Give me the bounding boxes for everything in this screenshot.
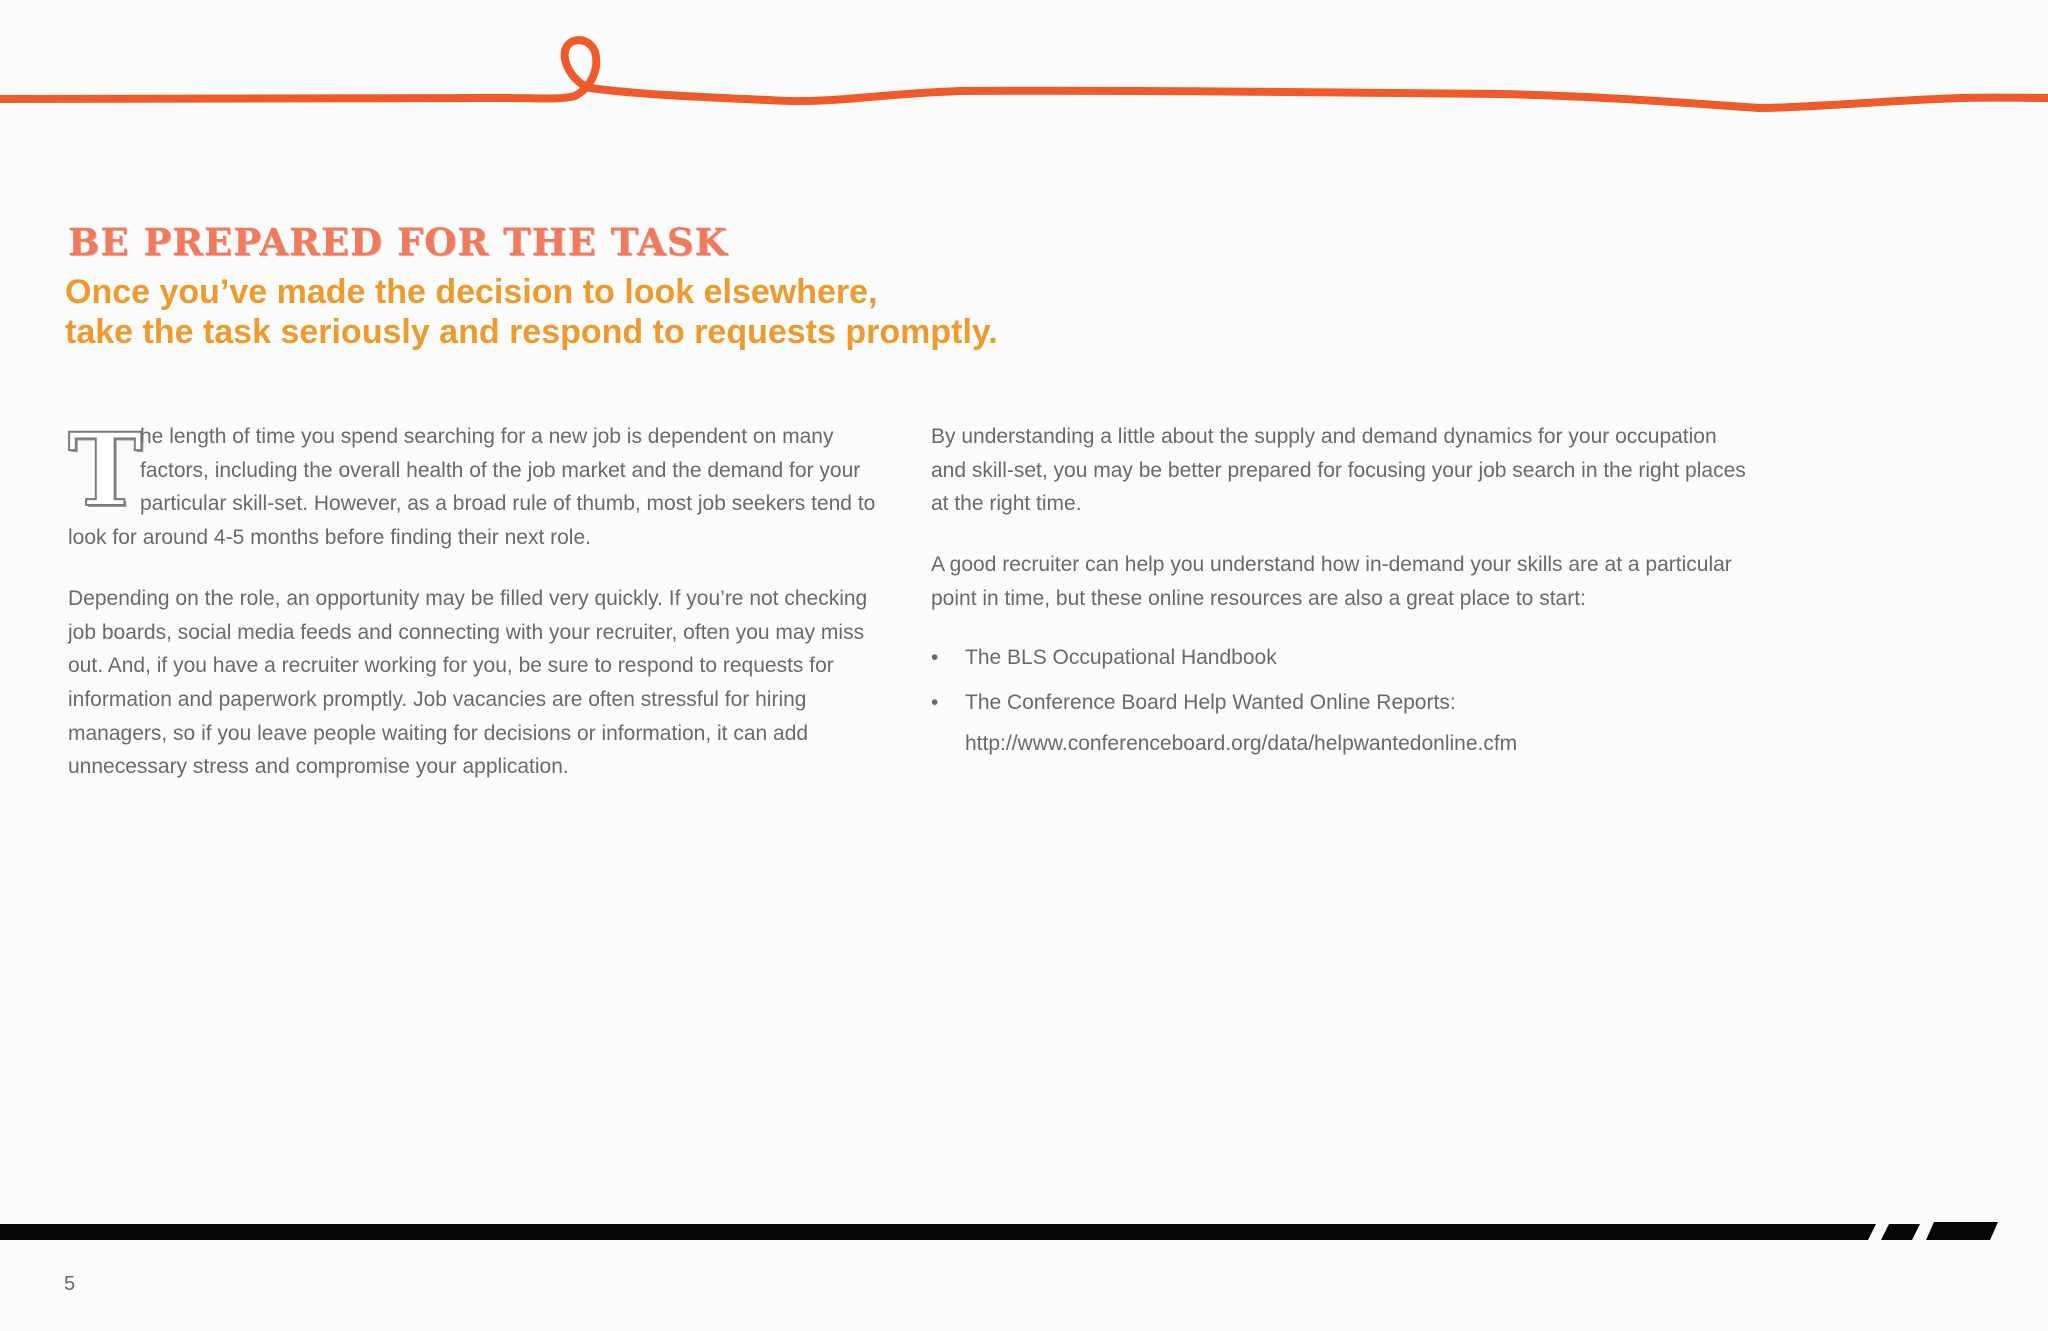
resource-list [931, 641, 1751, 761]
page-number: 5 [64, 1273, 76, 1295]
resource-label: The BLS Occupational Handbook [965, 645, 1277, 669]
resource-label: The Conference Board Help Wanted Online Reports: [965, 691, 1456, 715]
bullet-icon: • [931, 691, 939, 715]
section-subheading [65, 272, 1065, 352]
body-paragraph-1 [68, 411, 878, 555]
paragraph-text: he length of time you spend searching for a new job is dependent on many factors, including the overall health of the job market and the demand for your particular skill-set. However, as a broad rule of thumb, most job seekers tend to look for around 4-5 months before finding their next role. [68, 425, 876, 550]
right-column [931, 420, 1751, 773]
body-paragraph-2: Depending on the role, an opportunity may be filled very quickly. If you’re not checking job boards, social media feeds and connecting with your recruiter, often you may miss out. And, if you have a recruiter working for you, be sure to respond to requests for information and paperwork promptly. Job vacancies are often stressful for hiring managers, so if you leave people waiting for decisions or information, it can add unnecessary stress and compromise your application. [68, 586, 868, 779]
resource-item [931, 686, 1751, 760]
footer-bar [0, 1220, 2048, 1242]
decorative-loop-line [0, 0, 2048, 120]
drop-cap: T [68, 411, 143, 529]
resource-link[interactable]: http://www.conferenceboard.org/data/helpwantedonline.cfm [965, 731, 1518, 755]
subheading-line-1: Once you’ve made the decision to look elsewhere, [65, 273, 878, 311]
resource-item [931, 641, 1751, 675]
body-paragraph-4: A good recruiter can help you understand how in-demand your skills are at a particular point in time, but these online resources are also a great place to start: [931, 553, 1732, 610]
bullet-icon: • [931, 645, 939, 669]
section-heading: BE PREPARED FOR THE TASK [68, 220, 728, 264]
left-column [68, 411, 878, 811]
subheading-line-2: take the task seriously and respond to requests promptly. [65, 313, 998, 351]
body-paragraph-3: By understanding a little about the supply and demand dynamics for your occupation and skill-set, you may be better prepared for focusing your job search in the right places at the right time. [931, 425, 1746, 516]
